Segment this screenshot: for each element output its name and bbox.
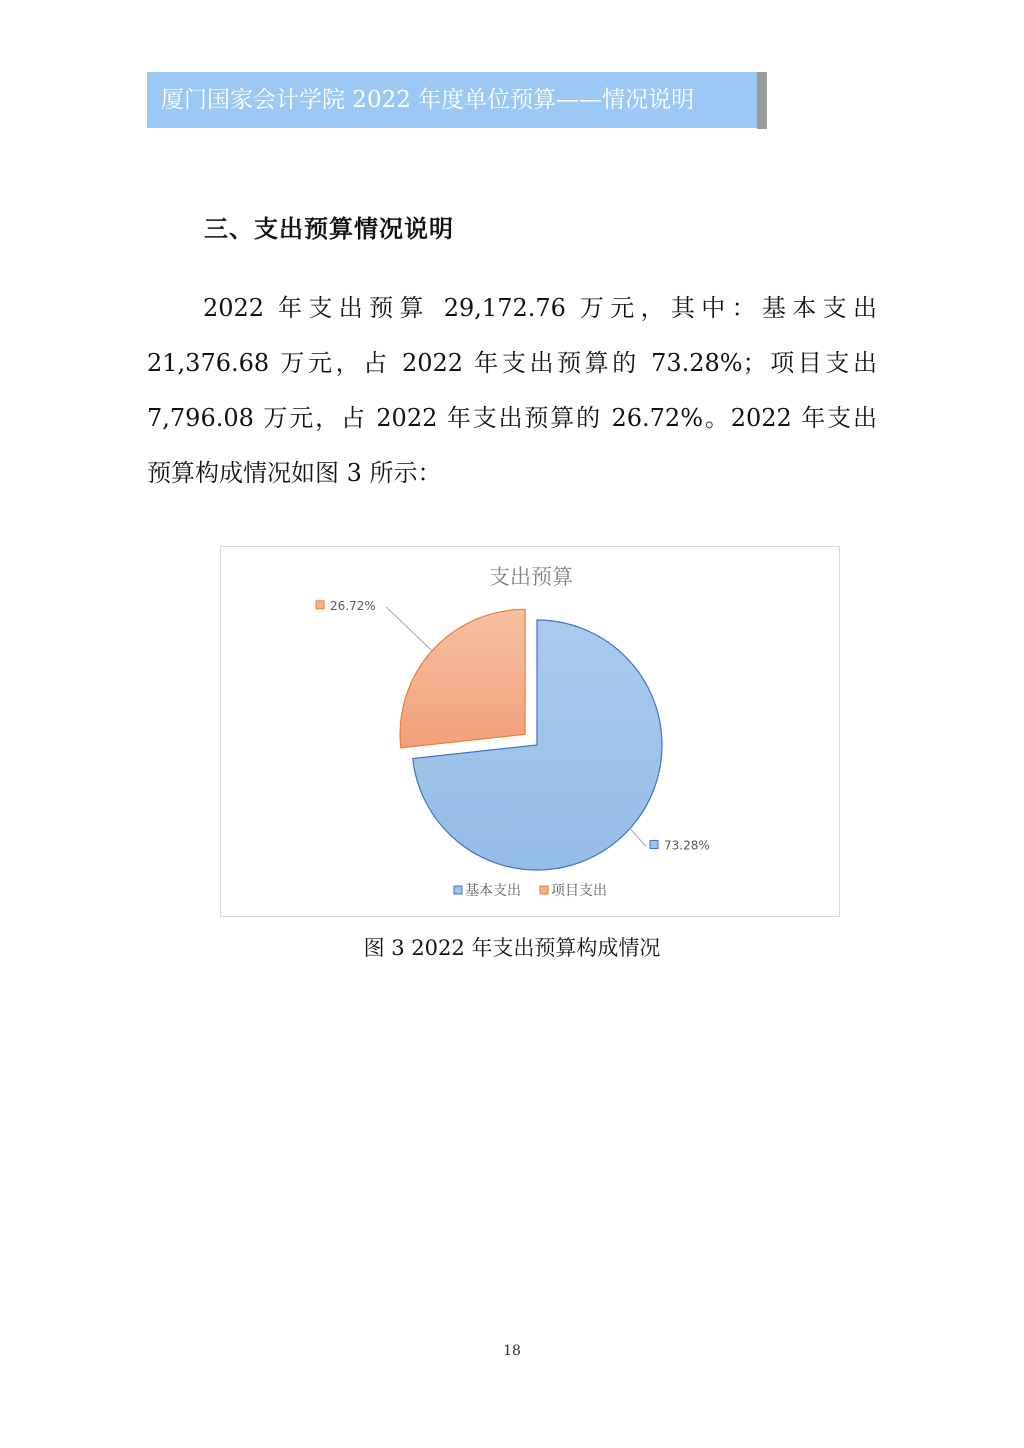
paragraph-line-4: 预算构成情况如图 3 所示： [147, 459, 442, 487]
paragraph-line-2: 21,376.68 万元，占 2022 年支出预算的 73.28%；项目支出 [147, 349, 877, 377]
legend-label-basic-expenditure: 基本支出 [465, 883, 521, 899]
data-label-leader-line [386, 607, 432, 651]
figure-caption: 图 3 2022 年支出预算构成情况 [363, 936, 661, 960]
header-banner-shadow [757, 72, 767, 129]
paragraph-line-1: 2022 年支出预算 29,172.76 万元，其中：基本支出 [203, 294, 877, 322]
pie-chart-canvas [221, 547, 841, 918]
data-label-marker [316, 601, 324, 609]
chart-title: 支出预算 [489, 565, 573, 589]
data-label-leader-line [630, 828, 646, 846]
pie-slice-project-expenditure [400, 609, 525, 747]
legend-label-project-expenditure: 项目支出 [551, 883, 607, 899]
header-banner [147, 72, 757, 128]
header-title: 厦门国家会计学院 2022 年度单位预算——情况说明 [161, 87, 695, 113]
page-number: 18 [503, 1343, 521, 1359]
paragraph-line-3: 7,796.08 万元，占 2022 年支出预算的 26.72%。2022 年支出 [147, 404, 877, 432]
legend-swatch-project-expenditure [540, 886, 548, 894]
body-paragraph [147, 281, 877, 501]
legend-swatch-basic-expenditure [454, 886, 462, 894]
pie-chart [220, 546, 840, 917]
section-heading: 三、支出预算情况说明 [204, 215, 454, 243]
data-label-basic-expenditure: 73.28% [664, 838, 710, 853]
data-label-project-expenditure: 26.72% [330, 598, 376, 613]
data-label-marker [650, 840, 658, 848]
